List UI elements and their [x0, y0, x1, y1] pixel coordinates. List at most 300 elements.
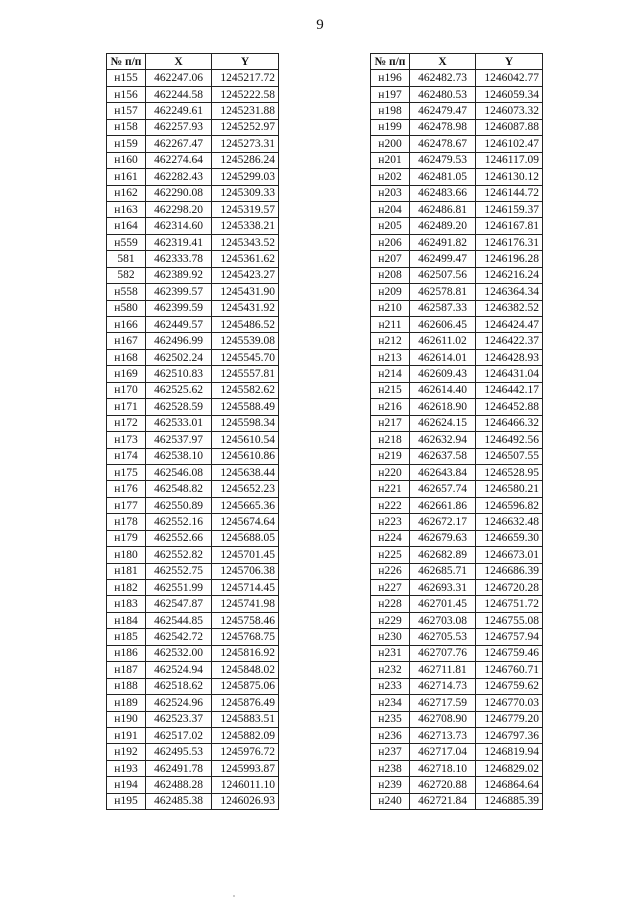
y-coordinate-cell: 1245299.03	[212, 169, 279, 185]
table-row	[371, 119, 543, 135]
point-number-cell: н167	[107, 333, 146, 349]
point-number-cell: н187	[107, 662, 146, 678]
x-coordinate-cell: 462587.33	[410, 300, 476, 316]
y-coordinate-cell: 1245343.52	[212, 234, 279, 250]
x-coordinate-cell: 462495.53	[146, 744, 212, 760]
x-coordinate-cell: 462478.67	[410, 136, 476, 152]
x-coordinate-cell: 462547.87	[146, 596, 212, 612]
table-header-row	[107, 54, 279, 70]
y-coordinate-cell: 1245848.02	[212, 662, 279, 678]
table-row	[107, 612, 279, 628]
point-number-cell: н220	[371, 464, 410, 480]
point-number-cell: 582	[107, 267, 146, 283]
y-coordinate-cell: 1245875.06	[212, 678, 279, 694]
table-row	[107, 169, 279, 185]
table-row	[107, 563, 279, 579]
x-coordinate-cell: 462523.37	[146, 711, 212, 727]
table-row	[371, 382, 543, 398]
table-row	[107, 629, 279, 645]
x-coordinate-cell: 462708.90	[410, 711, 476, 727]
y-coordinate-cell: 1246659.30	[476, 530, 543, 546]
y-coordinate-cell: 1246720.28	[476, 580, 543, 596]
y-coordinate-cell: 1245222.58	[212, 86, 279, 102]
table-row	[107, 645, 279, 661]
table-row	[107, 349, 279, 365]
point-number-cell: н171	[107, 399, 146, 415]
column-header-number: № п/п	[371, 54, 410, 70]
point-number-cell: н155	[107, 70, 146, 86]
point-number-cell: н166	[107, 317, 146, 333]
point-number-cell: н234	[371, 695, 410, 711]
table-row	[371, 201, 543, 217]
x-coordinate-cell: 462274.64	[146, 152, 212, 168]
column-header-y: Y	[212, 54, 279, 70]
table-row	[107, 317, 279, 333]
x-coordinate-cell: 462525.62	[146, 382, 212, 398]
point-number-cell: н559	[107, 234, 146, 250]
point-number-cell: н215	[371, 382, 410, 398]
table-row	[371, 86, 543, 102]
point-number-cell: 581	[107, 251, 146, 267]
table-row	[107, 481, 279, 497]
y-coordinate-cell: 1245582.62	[212, 382, 279, 398]
point-number-cell: н205	[371, 218, 410, 234]
y-coordinate-cell: 1245286.24	[212, 152, 279, 168]
x-coordinate-cell: 462720.88	[410, 777, 476, 793]
y-coordinate-cell: 1246382.52	[476, 300, 543, 316]
point-number-cell: н231	[371, 645, 410, 661]
table-row	[371, 136, 543, 152]
x-coordinate-cell: 462714.73	[410, 678, 476, 694]
x-coordinate-cell: 462578.81	[410, 284, 476, 300]
x-coordinate-cell: 462711.81	[410, 662, 476, 678]
x-coordinate-cell: 462479.53	[410, 152, 476, 168]
x-coordinate-cell: 462679.63	[410, 530, 476, 546]
table-row	[371, 349, 543, 365]
coordinates-table-right	[370, 53, 543, 810]
point-number-cell: н226	[371, 563, 410, 579]
point-number-cell: н237	[371, 744, 410, 760]
table-row	[371, 580, 543, 596]
point-number-cell: н183	[107, 596, 146, 612]
point-number-cell: н209	[371, 284, 410, 300]
x-coordinate-cell: 462606.45	[410, 317, 476, 333]
x-coordinate-cell: 462717.04	[410, 744, 476, 760]
point-number-cell: н214	[371, 366, 410, 382]
y-coordinate-cell: 1246760.71	[476, 662, 543, 678]
y-coordinate-cell: 1246492.56	[476, 432, 543, 448]
y-coordinate-cell: 1245273.31	[212, 136, 279, 152]
y-coordinate-cell: 1246431.04	[476, 366, 543, 382]
y-coordinate-cell: 1246466.32	[476, 415, 543, 431]
table-row	[107, 662, 279, 678]
y-coordinate-cell: 1245652.23	[212, 481, 279, 497]
y-coordinate-cell: 1245486.52	[212, 317, 279, 333]
x-coordinate-cell: 462488.28	[146, 777, 212, 793]
point-number-cell: н580	[107, 300, 146, 316]
x-coordinate-cell: 462532.00	[146, 645, 212, 661]
point-number-cell: н158	[107, 119, 146, 135]
table-row	[371, 695, 543, 711]
table-row	[371, 760, 543, 776]
table-row	[107, 267, 279, 283]
x-coordinate-cell: 462247.06	[146, 70, 212, 86]
point-number-cell: н156	[107, 86, 146, 102]
point-number-cell: н213	[371, 349, 410, 365]
point-number-cell: н207	[371, 251, 410, 267]
x-coordinate-cell: 462449.57	[146, 317, 212, 333]
point-number-cell: н210	[371, 300, 410, 316]
table-row	[371, 317, 543, 333]
x-coordinate-cell: 462637.58	[410, 448, 476, 464]
x-coordinate-cell: 462685.71	[410, 563, 476, 579]
table-row	[371, 415, 543, 431]
y-coordinate-cell: 1245610.86	[212, 448, 279, 464]
y-coordinate-cell: 1246819.94	[476, 744, 543, 760]
point-number-cell: н164	[107, 218, 146, 234]
point-number-cell: н200	[371, 136, 410, 152]
table-row	[107, 152, 279, 168]
y-coordinate-cell: 1246428.93	[476, 349, 543, 365]
x-coordinate-cell: 462524.94	[146, 662, 212, 678]
x-coordinate-cell: 462491.82	[410, 234, 476, 250]
y-coordinate-cell: 1246087.88	[476, 119, 543, 135]
x-coordinate-cell: 462548.82	[146, 481, 212, 497]
y-coordinate-cell: 1245539.08	[212, 333, 279, 349]
table-row	[107, 103, 279, 119]
y-coordinate-cell: 1245598.34	[212, 415, 279, 431]
y-coordinate-cell: 1245976.72	[212, 744, 279, 760]
x-coordinate-cell: 462267.47	[146, 136, 212, 152]
point-number-cell: н203	[371, 185, 410, 201]
column-header-y: Y	[476, 54, 543, 70]
point-number-cell: н163	[107, 201, 146, 217]
point-number-cell: н177	[107, 497, 146, 513]
table-row	[371, 185, 543, 201]
y-coordinate-cell: 1246011.10	[212, 777, 279, 793]
x-coordinate-cell: 462483.66	[410, 185, 476, 201]
point-number-cell: н218	[371, 432, 410, 448]
x-coordinate-cell: 462614.01	[410, 349, 476, 365]
x-coordinate-cell: 462496.99	[146, 333, 212, 349]
y-coordinate-cell: 1246632.48	[476, 514, 543, 530]
x-coordinate-cell: 462721.84	[410, 793, 476, 809]
y-coordinate-cell: 1245638.44	[212, 464, 279, 480]
point-number-cell: н236	[371, 727, 410, 743]
point-number-cell: н157	[107, 103, 146, 119]
y-coordinate-cell: 1245545.70	[212, 349, 279, 365]
y-coordinate-cell: 1246073.32	[476, 103, 543, 119]
table-row	[371, 530, 543, 546]
y-coordinate-cell: 1246117.09	[476, 152, 543, 168]
table-row	[371, 366, 543, 382]
point-number-cell: н221	[371, 481, 410, 497]
x-coordinate-cell: 462528.59	[146, 399, 212, 415]
point-number-cell: н232	[371, 662, 410, 678]
table-row	[371, 103, 543, 119]
table-row	[371, 744, 543, 760]
point-number-cell: н196	[371, 70, 410, 86]
y-coordinate-cell: 1246176.31	[476, 234, 543, 250]
table-row	[107, 86, 279, 102]
y-coordinate-cell: 1246216.24	[476, 267, 543, 283]
table-row	[107, 300, 279, 316]
table-row	[107, 251, 279, 267]
table-row	[107, 218, 279, 234]
y-coordinate-cell: 1246797.36	[476, 727, 543, 743]
y-coordinate-cell: 1245674.64	[212, 514, 279, 530]
point-number-cell: н192	[107, 744, 146, 760]
y-coordinate-cell: 1246864.64	[476, 777, 543, 793]
y-coordinate-cell: 1245588.49	[212, 399, 279, 415]
y-coordinate-cell: 1246144.72	[476, 185, 543, 201]
y-coordinate-cell: 1245688.05	[212, 530, 279, 546]
table-row	[107, 382, 279, 398]
point-number-cell: н181	[107, 563, 146, 579]
point-number-cell: н211	[371, 317, 410, 333]
table-row	[371, 727, 543, 743]
y-coordinate-cell: 1246059.34	[476, 86, 543, 102]
table-row	[107, 695, 279, 711]
y-coordinate-cell: 1245431.90	[212, 284, 279, 300]
y-coordinate-cell: 1246580.21	[476, 481, 543, 497]
x-coordinate-cell: 462389.92	[146, 267, 212, 283]
x-coordinate-cell: 462480.53	[410, 86, 476, 102]
table-row	[107, 727, 279, 743]
x-coordinate-cell: 462624.15	[410, 415, 476, 431]
point-number-cell: н229	[371, 612, 410, 628]
point-number-cell: н239	[371, 777, 410, 793]
point-number-cell: н184	[107, 612, 146, 628]
x-coordinate-cell: 462482.73	[410, 70, 476, 86]
point-number-cell: н159	[107, 136, 146, 152]
table-row	[371, 399, 543, 415]
table-row	[371, 711, 543, 727]
x-coordinate-cell: 462481.05	[410, 169, 476, 185]
point-number-cell: н175	[107, 464, 146, 480]
y-coordinate-cell: 1245758.46	[212, 612, 279, 628]
point-number-cell: н193	[107, 760, 146, 776]
y-coordinate-cell: 1246196.28	[476, 251, 543, 267]
point-number-cell: н182	[107, 580, 146, 596]
table-row	[107, 580, 279, 596]
point-number-cell: н172	[107, 415, 146, 431]
table-row	[371, 612, 543, 628]
point-number-cell: н191	[107, 727, 146, 743]
table-row	[371, 152, 543, 168]
y-coordinate-cell: 1245431.92	[212, 300, 279, 316]
table-row	[107, 514, 279, 530]
table-row	[107, 497, 279, 513]
point-number-cell: н186	[107, 645, 146, 661]
x-coordinate-cell: 462486.81	[410, 201, 476, 217]
x-coordinate-cell: 462518.62	[146, 678, 212, 694]
table-body-left	[107, 70, 279, 810]
point-number-cell: н208	[371, 267, 410, 283]
y-coordinate-cell: 1246159.37	[476, 201, 543, 217]
y-coordinate-cell: 1246757.94	[476, 629, 543, 645]
column-header-x: X	[146, 54, 212, 70]
x-coordinate-cell: 462701.45	[410, 596, 476, 612]
point-number-cell: н174	[107, 448, 146, 464]
point-number-cell: н216	[371, 399, 410, 415]
table-row	[371, 234, 543, 250]
x-coordinate-cell: 462552.16	[146, 514, 212, 530]
y-coordinate-cell: 1245557.81	[212, 366, 279, 382]
y-coordinate-cell: 1246442.17	[476, 382, 543, 398]
x-coordinate-cell: 462507.56	[410, 267, 476, 283]
column-header-x: X	[410, 54, 476, 70]
x-coordinate-cell: 462705.53	[410, 629, 476, 645]
x-coordinate-cell: 462399.57	[146, 284, 212, 300]
table-row	[107, 366, 279, 382]
x-coordinate-cell: 462546.08	[146, 464, 212, 480]
y-coordinate-cell: 1245423.27	[212, 267, 279, 283]
table-row	[107, 234, 279, 250]
x-coordinate-cell: 462499.47	[410, 251, 476, 267]
y-coordinate-cell: 1246507.55	[476, 448, 543, 464]
x-coordinate-cell: 462478.98	[410, 119, 476, 135]
y-coordinate-cell: 1246885.39	[476, 793, 543, 809]
table-row	[371, 497, 543, 513]
y-coordinate-cell: 1245231.88	[212, 103, 279, 119]
scan-artifact	[233, 895, 235, 897]
y-coordinate-cell: 1246829.02	[476, 760, 543, 776]
x-coordinate-cell: 462314.60	[146, 218, 212, 234]
table-row	[371, 547, 543, 563]
y-coordinate-cell: 1245361.62	[212, 251, 279, 267]
table-body-right	[371, 70, 543, 810]
point-number-cell: н228	[371, 596, 410, 612]
table-row	[371, 448, 543, 464]
x-coordinate-cell: 462489.20	[410, 218, 476, 234]
y-coordinate-cell: 1245993.87	[212, 760, 279, 776]
point-number-cell: н198	[371, 103, 410, 119]
table-row	[371, 514, 543, 530]
y-coordinate-cell: 1245883.51	[212, 711, 279, 727]
x-coordinate-cell: 462552.82	[146, 547, 212, 563]
x-coordinate-cell: 462399.59	[146, 300, 212, 316]
point-number-cell: н168	[107, 349, 146, 365]
point-number-cell: н185	[107, 629, 146, 645]
point-number-cell: н194	[107, 777, 146, 793]
y-coordinate-cell: 1245706.38	[212, 563, 279, 579]
point-number-cell: н240	[371, 793, 410, 809]
x-coordinate-cell: 462717.59	[410, 695, 476, 711]
point-number-cell: н558	[107, 284, 146, 300]
y-coordinate-cell: 1246528.95	[476, 464, 543, 480]
y-coordinate-cell: 1245665.36	[212, 497, 279, 513]
y-coordinate-cell: 1246596.82	[476, 497, 543, 513]
point-number-cell: н161	[107, 169, 146, 185]
point-number-cell: н199	[371, 119, 410, 135]
table-row	[107, 711, 279, 727]
x-coordinate-cell: 462632.94	[410, 432, 476, 448]
point-number-cell: н225	[371, 547, 410, 563]
table-row	[371, 481, 543, 497]
x-coordinate-cell: 462282.43	[146, 169, 212, 185]
y-coordinate-cell: 1246755.08	[476, 612, 543, 628]
point-number-cell: н197	[371, 86, 410, 102]
x-coordinate-cell: 462502.24	[146, 349, 212, 365]
x-coordinate-cell: 462552.75	[146, 563, 212, 579]
point-number-cell: н170	[107, 382, 146, 398]
point-number-cell: н235	[371, 711, 410, 727]
table-row	[371, 251, 543, 267]
y-coordinate-cell: 1246026.93	[212, 793, 279, 809]
column-header-number: № п/п	[107, 54, 146, 70]
x-coordinate-cell: 462517.02	[146, 727, 212, 743]
x-coordinate-cell: 462672.17	[410, 514, 476, 530]
y-coordinate-cell: 1246770.03	[476, 695, 543, 711]
y-coordinate-cell: 1246422.37	[476, 333, 543, 349]
x-coordinate-cell: 462551.99	[146, 580, 212, 596]
x-coordinate-cell: 462485.38	[146, 793, 212, 809]
y-coordinate-cell: 1246364.34	[476, 284, 543, 300]
x-coordinate-cell: 462703.08	[410, 612, 476, 628]
x-coordinate-cell: 462643.84	[410, 464, 476, 480]
table-row	[371, 267, 543, 283]
y-coordinate-cell: 1246759.46	[476, 645, 543, 661]
y-coordinate-cell: 1245882.09	[212, 727, 279, 743]
point-number-cell: н219	[371, 448, 410, 464]
point-number-cell: н238	[371, 760, 410, 776]
point-number-cell: н180	[107, 547, 146, 563]
point-number-cell: н178	[107, 514, 146, 530]
y-coordinate-cell: 1246424.47	[476, 317, 543, 333]
table-row	[371, 563, 543, 579]
x-coordinate-cell: 462257.93	[146, 119, 212, 135]
point-number-cell: н169	[107, 366, 146, 382]
x-coordinate-cell: 462542.72	[146, 629, 212, 645]
table-row	[107, 185, 279, 201]
y-coordinate-cell: 1246673.01	[476, 547, 543, 563]
table-row	[371, 284, 543, 300]
table-row	[107, 464, 279, 480]
point-number-cell: н189	[107, 695, 146, 711]
x-coordinate-cell: 462707.76	[410, 645, 476, 661]
x-coordinate-cell: 462713.73	[410, 727, 476, 743]
x-coordinate-cell: 462552.66	[146, 530, 212, 546]
y-coordinate-cell: 1245309.33	[212, 185, 279, 201]
point-number-cell: н224	[371, 530, 410, 546]
table-row	[107, 201, 279, 217]
table-row	[371, 645, 543, 661]
x-coordinate-cell: 462319.41	[146, 234, 212, 250]
table-row	[371, 333, 543, 349]
table-row	[107, 547, 279, 563]
y-coordinate-cell: 1246042.77	[476, 70, 543, 86]
y-coordinate-cell: 1245338.21	[212, 218, 279, 234]
x-coordinate-cell: 462718.10	[410, 760, 476, 776]
table-row	[371, 169, 543, 185]
table-header-row	[371, 54, 543, 70]
point-number-cell: н204	[371, 201, 410, 217]
table-row	[107, 596, 279, 612]
point-number-cell: н212	[371, 333, 410, 349]
table-row	[107, 744, 279, 760]
table-row	[371, 300, 543, 316]
table-row	[107, 678, 279, 694]
x-coordinate-cell: 462533.01	[146, 415, 212, 431]
table-row	[371, 777, 543, 793]
table-row	[371, 432, 543, 448]
x-coordinate-cell: 462249.61	[146, 103, 212, 119]
y-coordinate-cell: 1246102.47	[476, 136, 543, 152]
point-number-cell: н217	[371, 415, 410, 431]
point-number-cell: н202	[371, 169, 410, 185]
x-coordinate-cell: 462682.89	[410, 547, 476, 563]
